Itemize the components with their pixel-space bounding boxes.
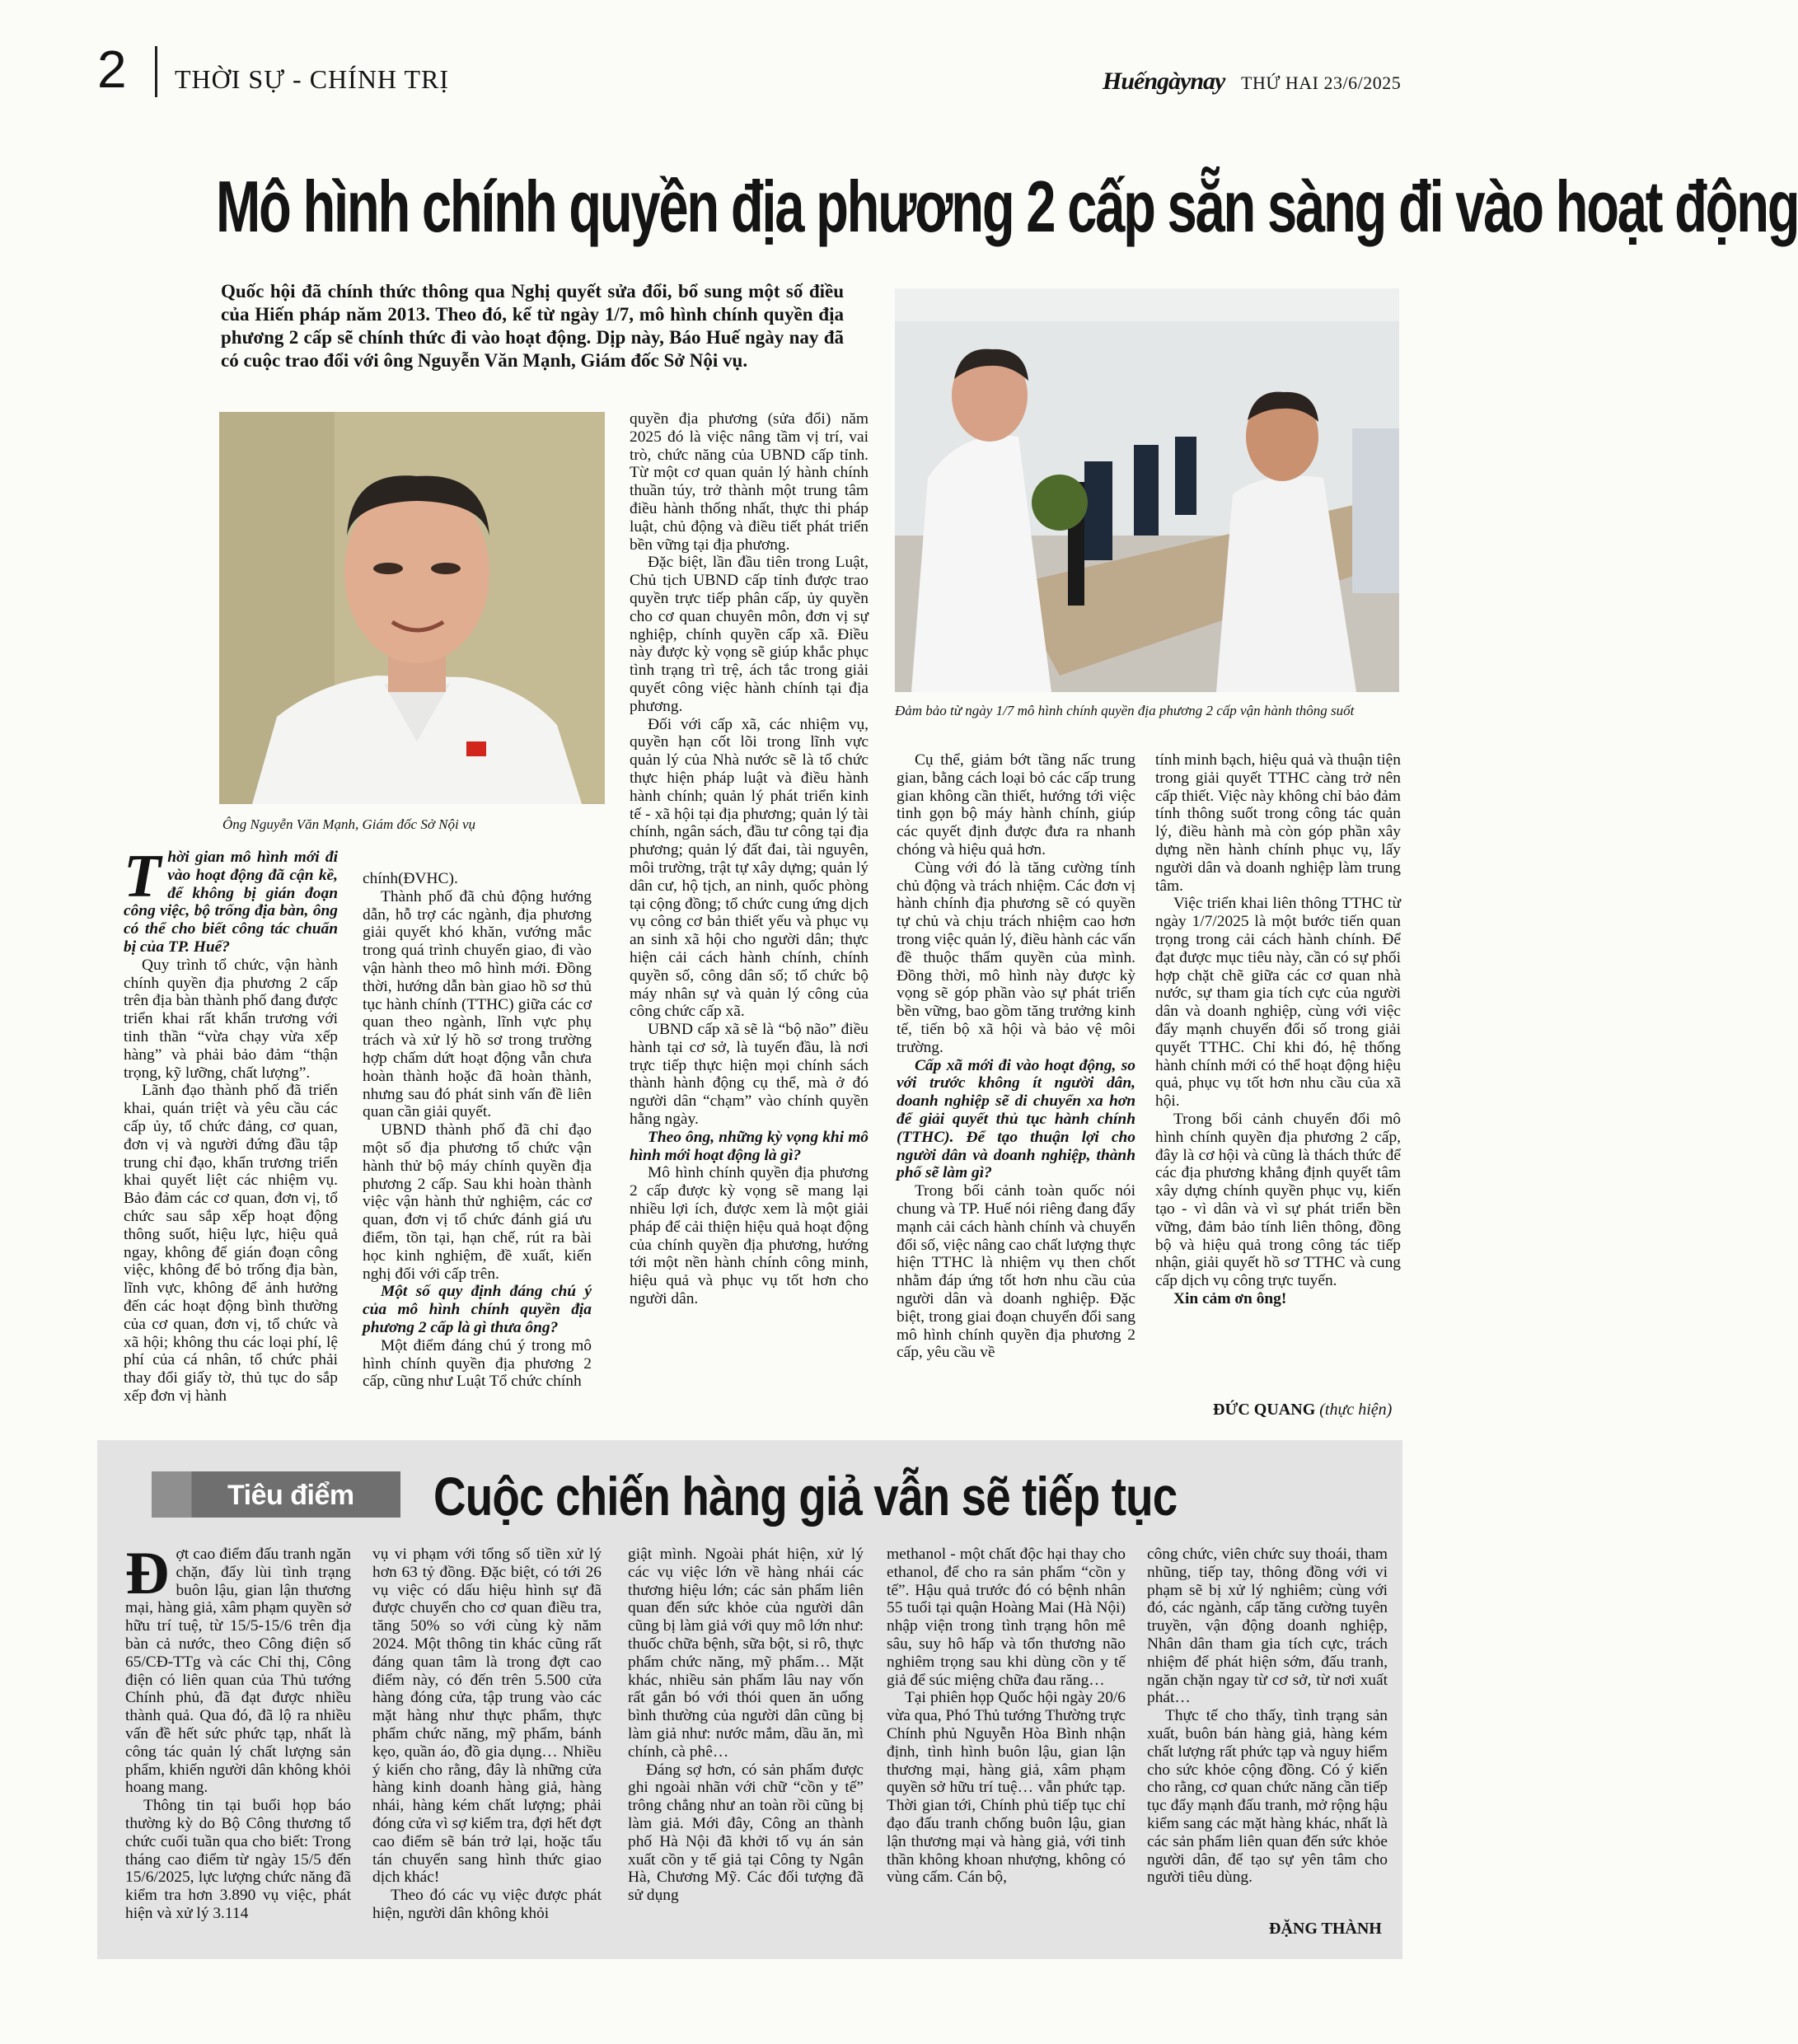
paragraph: chính(ĐVHC). [363,870,458,887]
paragraph [125,1540,351,1797]
byline-name: ĐỨC QUANG [1213,1401,1316,1419]
portrait-photo [219,412,605,804]
paragraph: Trong bối cảnh toàn quốc nói chung và TP. Huế nói riêng đang đẩy mạnh cải cách hành chính và chuyển đổi số, việc nâng cao chất lượng thực hiện TTHC là nhiệm vụ then chốt nhằm đáp ứng tốt hơn nhu cầu của người dân và doanh nghiệp. Đặc biệt, trong giai đoạn chuyển đổi sang mô hình chính quyền địa phương 2 cấp, yêu cầu về [897,1182,1135,1362]
paragraph: giật mình. Ngoài phát hiện, xử lý các vụ việc lớn về hàng nhái các thương hiệu lớn; các sản phẩm liên quan đến sức khỏe của người dân cũng bị làm giả với quy mô lớn như: thuốc chữa bệnh, sữa bột, si rô, thực phẩm chức năng, mỹ phẩm… Mặt khác, nhiều sản phẩm lâu nay vốn rất gắn bó với thói quen ăn uống bình thường của người dân cũng bị làm giả như: nước mắm, dầu ăn, mì chính, cà phê… [628,1546,864,1761]
paragraph: Lãnh đạo thành phố đã triển khai, quán triệt và yêu cầu các cấp ủy, tổ chức đảng, cơ quan, đơn vị và người đứng đầu tập trung chỉ đạo, khẩn trương triển khai quyết liệt các nhiệm vụ. Bảo đảm các cơ quan, đơn vị, tổ chức sau sắp xếp hoạt động thông suốt, hiệu lực, hiệu quả ngay, không để gián đoạn công việc, không để bỏ trống địa bàn, lĩnh vực, không để ảnh hưởng đến các hoạt động bình thường của cơ quan, đơn vị, tổ chức và xã hội; không thu các loại phí, lệ phí của cá nhân, tổ chức phải thay đổi giấy tờ, thủ tục do sắp xếp đơn vị hành [124,1082,338,1405]
question-1-text: hời gian mô hình mới đi vào hoạt động đã cận kề, để không bị gián đoạn công việc, bộ trống địa bàn, ông có thể cho biết công tác chuẩn bị của TP. Huế? [124,849,338,956]
article-column-1 [124,843,338,1406]
office-photo [895,288,1399,692]
article-column-5 [1155,751,1401,1308]
paragraph: Một điểm đáng chú ý trong mô hình chính quyền địa phương 2 cấp, cũng như Luật Tổ chức chính [363,1336,592,1391]
paragraph: Thực tế cho thấy, tình trạng sản xuất, buôn bán hàng giả, hàng kém chất lượng rất phức tạp và nguy hiểm cho sức khỏe cộng đồng. Có ý kiến cho rằng, cơ quan chức năng cần tiếp tục đẩy mạnh đấu tranh, mở rộng hậu kiểm sang các mặt hàng khác, nhất là các sản phẩm liên quan đến sức khỏe người dân, để tạo sự yên tâm cho người tiêu dùng. [1147,1707,1388,1887]
byline-note: (thực hiện) [1319,1401,1393,1419]
paragraph: Đối với cấp xã, các nhiệm vụ, quyền hạn cốt lõi trong lĩnh vực quản lý của Nhà nước sẽ là tổ chức thực hiện pháp luật và điều hành hành chính; quản lý phát triển kinh tế - xã hội tại địa phương; quản lý tài chính, ngân sách, đầu tư công tại địa phương; quản lý đất đai, tài nguyên, môi trường, trật tự xây dựng; quản lý dân cư, hộ tịch, an ninh, quốc phòng tại cộng đồng; tổ chức cung ứng dịch vụ công cơ bản thiết yếu và phục vụ an sinh xã hội cho người dân; thực hiện cải cách hành chính, chính quyền số, công dân số; tổ chức bộ máy nhân sự và quản lý công của công chức cấp xã. [630,715,869,1021]
section-name: THỜI SỰ - CHÍNH TRỊ [175,64,449,94]
paragraph: methanol - một chất độc hại thay cho ethanol, để cho ra sản phẩm “cồn y tế”. Hậu quả trước đó có bệnh nhân 55 tuổi tại quận Hoàng Mai (Hà Nội) nhập viện trong tình trạng hôn mê sâu, suy hô hấp và tổn thương não nghiêm trọng sau khi dùng cồn y tế giả để súc miệng chữa đau răng… [887,1546,1126,1689]
question-2: Một số quy định đáng chú ý của mô hình chính quyền địa phương 2 cấp là gì thưa ông? [363,1283,592,1336]
question-4: Cấp xã mới đi vào hoạt động, so với trước không ít người dân, doanh nghiệp sẽ di chuyển xa hơn để giải quyết thủ tục hành chính (TTHC). Để tạo thuận lợi cho người dân và doanh nghiệp, thành phố sẽ làm gì? [897,1056,1135,1182]
paragraph: tính minh bạch, hiệu quả và thuận tiện trong giải quyết TTHC càng trở nên cấp thiết. Việc này không chỉ bảo đảm tính thông suốt trong công tác quản lý, điều hành mà còn góp phần xây dựng nền hành chính phục vụ, lấy người dân và doanh nghiệp làm trung tâm. [1155,751,1401,895]
paragraph-text: ợt cao điểm đấu tranh ngăn chặn, đẩy lùi tình trạng buôn lậu, gian lận thương mại, hàng giả, xâm phạm quyền sở hữu trí tuệ, từ 15/5-15/6 trên địa bàn cả nước, theo Công điện số 65/CĐ-TTg và các Chỉ thị, Công điện có liên quan của Thủ tướng Chính phủ, đã đạt được nhiều thành quả. Qua đó, đã lộ ra nhiều vấn đề hết sức phức tạp, nhất là công tác quản lý chất lượng sản phẩm, khiến người dân không khỏi hoang mang. [125,1546,351,1797]
article-column-4 [897,751,1135,1362]
office-illustration [895,288,1399,692]
article-column-2 [363,870,592,1391]
closing-thanks: Xin cảm ơn ông! [1173,1289,1287,1307]
paragraph: vụ vi phạm với tổng số tiền xử lý hơn 63 tỷ đồng. Đặc biệt, có tới 26 vụ việc có dấu hiệu hình sự đã được chuyển cho cơ quan điều tra, tăng 50% so với cùng kỳ năm 2024. Một thông tin khác cũng rất đáng quan tâm là trong đợt cao điểm này, có đến trên 5.500 cửa hàng đóng cửa, tập trung vào các mặt hàng như thực phẩm, thực phẩm chức năng, mỹ phẩm, bánh kẹo, quần áo, đồ gia dụng… Nhiều ý kiến cho rằng, đây là những cửa hàng kinh doanh hàng giả, hàng nhái, hàng kém chất lượng; phải đóng cửa vì sợ kiểm tra, đợi hết đợt cao điểm sẽ bán trở lại, hoặc tẩu tán chuyển sang hình thức giao dịch khác! [372,1546,602,1887]
header-divider [155,46,157,97]
paragraph: Tại phiên họp Quốc hội ngày 20/6 vừa qua, Phó Thủ tướng Thường trực Chính phủ Nguyễn Hòa Bình nhận định, tình hình buôn lậu, gian lận thương mại, hàng giả, xâm phạm quyền sở hữu trí tuệ… vẫn phức tạp. Thời gian tới, Chính phủ tiếp tục chỉ đạo đấu tranh chống buôn lậu, gian lận thương mại và hàng giả, với tinh thần không khoan nhượng, không có vùng cấm. Cán bộ, [887,1689,1126,1887]
page-number: 2 [97,40,127,99]
paragraph: Đặc biệt, lần đầu tiên trong Luật, Chủ tịch UBND cấp tỉnh được trao quyền trực tiếp phân cấp, ủy quyền cho cơ quan chuyên môn, đơn vị sự nghiệp, chính quyền cấp xã. Điều này được kỳ vọng sẽ giúp khắc phục tình trạng trì trệ, ách tắc trong giải quyết công việc hành chính tại địa phương. [630,554,869,715]
paragraph: Thông tin tại buổi họp báo thường kỳ do Bộ Công thương tổ chức cuối tuần qua cho biết: Trong tháng cao điểm từ ngày 15/5 đến 15/6/2025, lực lượng chức năng đã kiểm tra hơn 3.890 vụ việc, phát hiện và xử lý 3.114 [125,1797,351,1922]
paragraph: UBND thành phố đã chỉ đạo một số địa phương tổ chức vận hành thử bộ máy chính quyền địa phương 2 cấp. Sau khi hoàn thành việc vận hành thử nghiệm, các cơ quan, đơn vị tổ chức đánh giá ưu điểm, tồn tại, hạn chế, rút ra bài học kinh nghiệm, đề xuất, kiến nghị đối với cấp trên. [363,1121,592,1283]
question-1 [124,843,338,957]
office-photo-caption: Đảm bảo từ ngày 1/7 mô hình chính quyền địa phương 2 cấp vận hành thông suốt [895,703,1355,718]
article-sapo: Quốc hội đã chính thức thông qua Nghị quyết sửa đổi, bổ sung một số điều của Hiến pháp năm 2013. Theo đó, kể từ ngày 1/7, mô hình chính quyền địa phương 2 cấp sẽ chính thức đi vào hoạt động. Dịp này, Báo Huế ngày nay đã có cuộc trao đổi với ông Nguyễn Văn Mạnh, Giám đốc Sở Nội vụ. [221,281,844,371]
article-column-3 [630,410,869,1308]
feature-tag-label: Tiêu điểm [227,1480,354,1511]
paragraph: Đáng sợ hơn, có sản phẩm được ghi ngoài nhãn với chữ “cồn y tế” trông chẳng như an toàn rồi cũng bị làm giả. Mới đây, Công an thành phố Hà Nội đã khởi tố vụ án sản xuất cồn y tế giả tại Công ty Ngân Hà, Chương Mỹ. Các đối tượng đã sử dụng [628,1761,864,1905]
paragraph: Trong bối cảnh chuyển đổi mô hình chính quyền địa phương 2 cấp, đây là cơ hội và cũng là thách thức để các địa phương khẳng định quyết tâm xây dựng chính quyền phục vụ, kiến tạo - vì dân và vì sự phát triển bền vững, đảm bảo tính liên thông, đồng bộ và hiệu quả trong công tác tiếp nhận, giải quyết hồ sơ TTHC và cung cấp dịch vụ công trực tuyến. [1155,1110,1401,1290]
article-headline: Mô hình chính quyền địa phương 2 cấp sẵn sàng đi vào hoạt động [216,166,1798,247]
feature-column-1 [125,1540,351,1923]
feature-column-3 [628,1546,864,1905]
feature-tag [152,1471,400,1518]
feature-title: Cuộc chiến hàng giả vẫn sẽ tiếp tục [433,1466,1178,1527]
paragraph: Quy trình tổ chức, vận hành chính quyền địa phương 2 cấp trên địa bàn thành phố đang được triển khai rất khẩn trương với tinh thần “vừa chạy vừa xếp hàng” và phải bảo đảm “thận trọng, kỹ lưỡng, chất lượng”. [124,956,338,1082]
portrait-caption: Ông Nguyễn Văn Mạnh, Giám đốc Sở Nội vụ [222,816,476,832]
paragraph: Cụ thể, giảm bớt tầng nấc trung gian, bằng cách loại bỏ các cấp trung gian không cần thiết, hướng tới việc tinh gọn bộ máy hành chính, giúp các quyết định được đưa ra nhanh chóng và hiệu quả hơn. [897,751,1135,858]
paragraph: quyền địa phương (sửa đổi) năm 2025 đó là việc nâng tầm vị trí, vai trò, chức năng của UBND cấp tỉnh. Từ một cơ quan quản lý hành chính thuần túy, trở thành một trung tâm điều hành thống nhất, thực thi pháp luật, chủ động và điều tiết phát triển bền vững tại địa phương. [630,410,869,554]
paragraph: công chức, viên chức suy thoái, tham nhũng, tiếp tay, thông đồng với vi phạm sẽ bị xử lý nghiêm; cùng với đó, các ngành, cấp tăng cường tuyên truyền, vận động doanh nghiệp, Nhân dân tham gia tích cực, trách nhiệm để phát hiện sớm, đấu tranh, ngăn chặn ngay từ cơ sở, từ nơi xuất phát… [1147,1546,1388,1707]
dropcap: Đ [125,1540,170,1607]
article-byline [1213,1401,1392,1420]
paragraph: UBND cấp xã sẽ là “bộ não” điều hành tại cơ sở, là tuyến đầu, là nơi trực tiếp thực hiện mọi chính sách thành hành động cụ thể, mà ở đó người dân “chạm” vào chính quyền hằng ngày. [630,1021,869,1129]
dropcap: T [124,843,162,910]
feature-column-4 [887,1546,1126,1887]
question-3: Theo ông, những kỳ vọng khi mô hình mới hoạt động là gì? [630,1128,869,1164]
paragraph: Mô hình chính quyền địa phương 2 cấp được kỳ vọng sẽ mang lại nhiều lợi ích, được xem là một giải pháp để cải thiện hiệu quả hoạt động của chính quyền địa phương, hướng tới một nền hành chính công minh, hiệu quả và phục vụ tốt hơn cho người dân. [630,1164,869,1308]
issue-date: THỨ HAI 23/6/2025 [1241,72,1402,93]
feature-column-5 [1147,1546,1388,1887]
portrait-illustration [219,412,605,804]
paragraph: Theo đó các vụ việc được phát hiện, người dân không khỏi [372,1887,602,1922]
paragraph: Việc triển khai liên thông TTHC từ ngày 1/7/2025 là một bước tiến quan trọng trong cải cách hành chính. Để đạt được mục tiêu này, cần có sự phối hợp chặt chẽ giữa các cơ quan nhà nước, sự tham gia tích cực của người dân và doanh nghiệp, cùng với việc đẩy mạnh chuyển đổi số trong giải quyết TTHC. Chỉ khi đó, hệ thống hành chính mới có thể hoạt động hiệu quả, phục vụ tốt hơn nhu cầu của xã hội. [1155,895,1401,1111]
paragraph: Cùng với đó là tăng cường tính chủ động và trách nhiệm. Các đơn vị hành chính địa phương sẽ có quyền tự chủ và chịu trách nhiệm cao hơn trong việc quản lý, điều hành các vấn đề thuộc thẩm quyền của mình. Đồng thời, mô hình này được kỳ vọng sẽ góp phần vào sự phát triển bền vững, bao gồm tăng trưởng kinh tế, tiến bộ xã hội và bảo vệ môi trường. [897,858,1135,1056]
newspaper-logo: Huếngàynay [1103,68,1225,95]
paragraph: Thành phố đã chủ động hướng dẫn, hỗ trợ các ngành, địa phương giải quyết khó khăn, vướng mắc trong quá trình chuyển giao, đi vào vận hành theo mô hình mới. Đồng thời, hướng dẫn bàn giao hồ sơ thủ tục hành chính (TTHC) giữa các cơ quan theo ngành, lĩnh vực phụ trách và xử lý hồ sơ trong trường hợp chấm dứt hoạt động vẫn chưa hoàn thành hoặc đã hoàn thành, nhưng sau đó phát sinh vấn đề liên quan cần giải quyết. [363,887,592,1121]
feature-column-2 [372,1546,602,1923]
feature-byline: ĐẶNG THÀNH [1269,1920,1382,1938]
